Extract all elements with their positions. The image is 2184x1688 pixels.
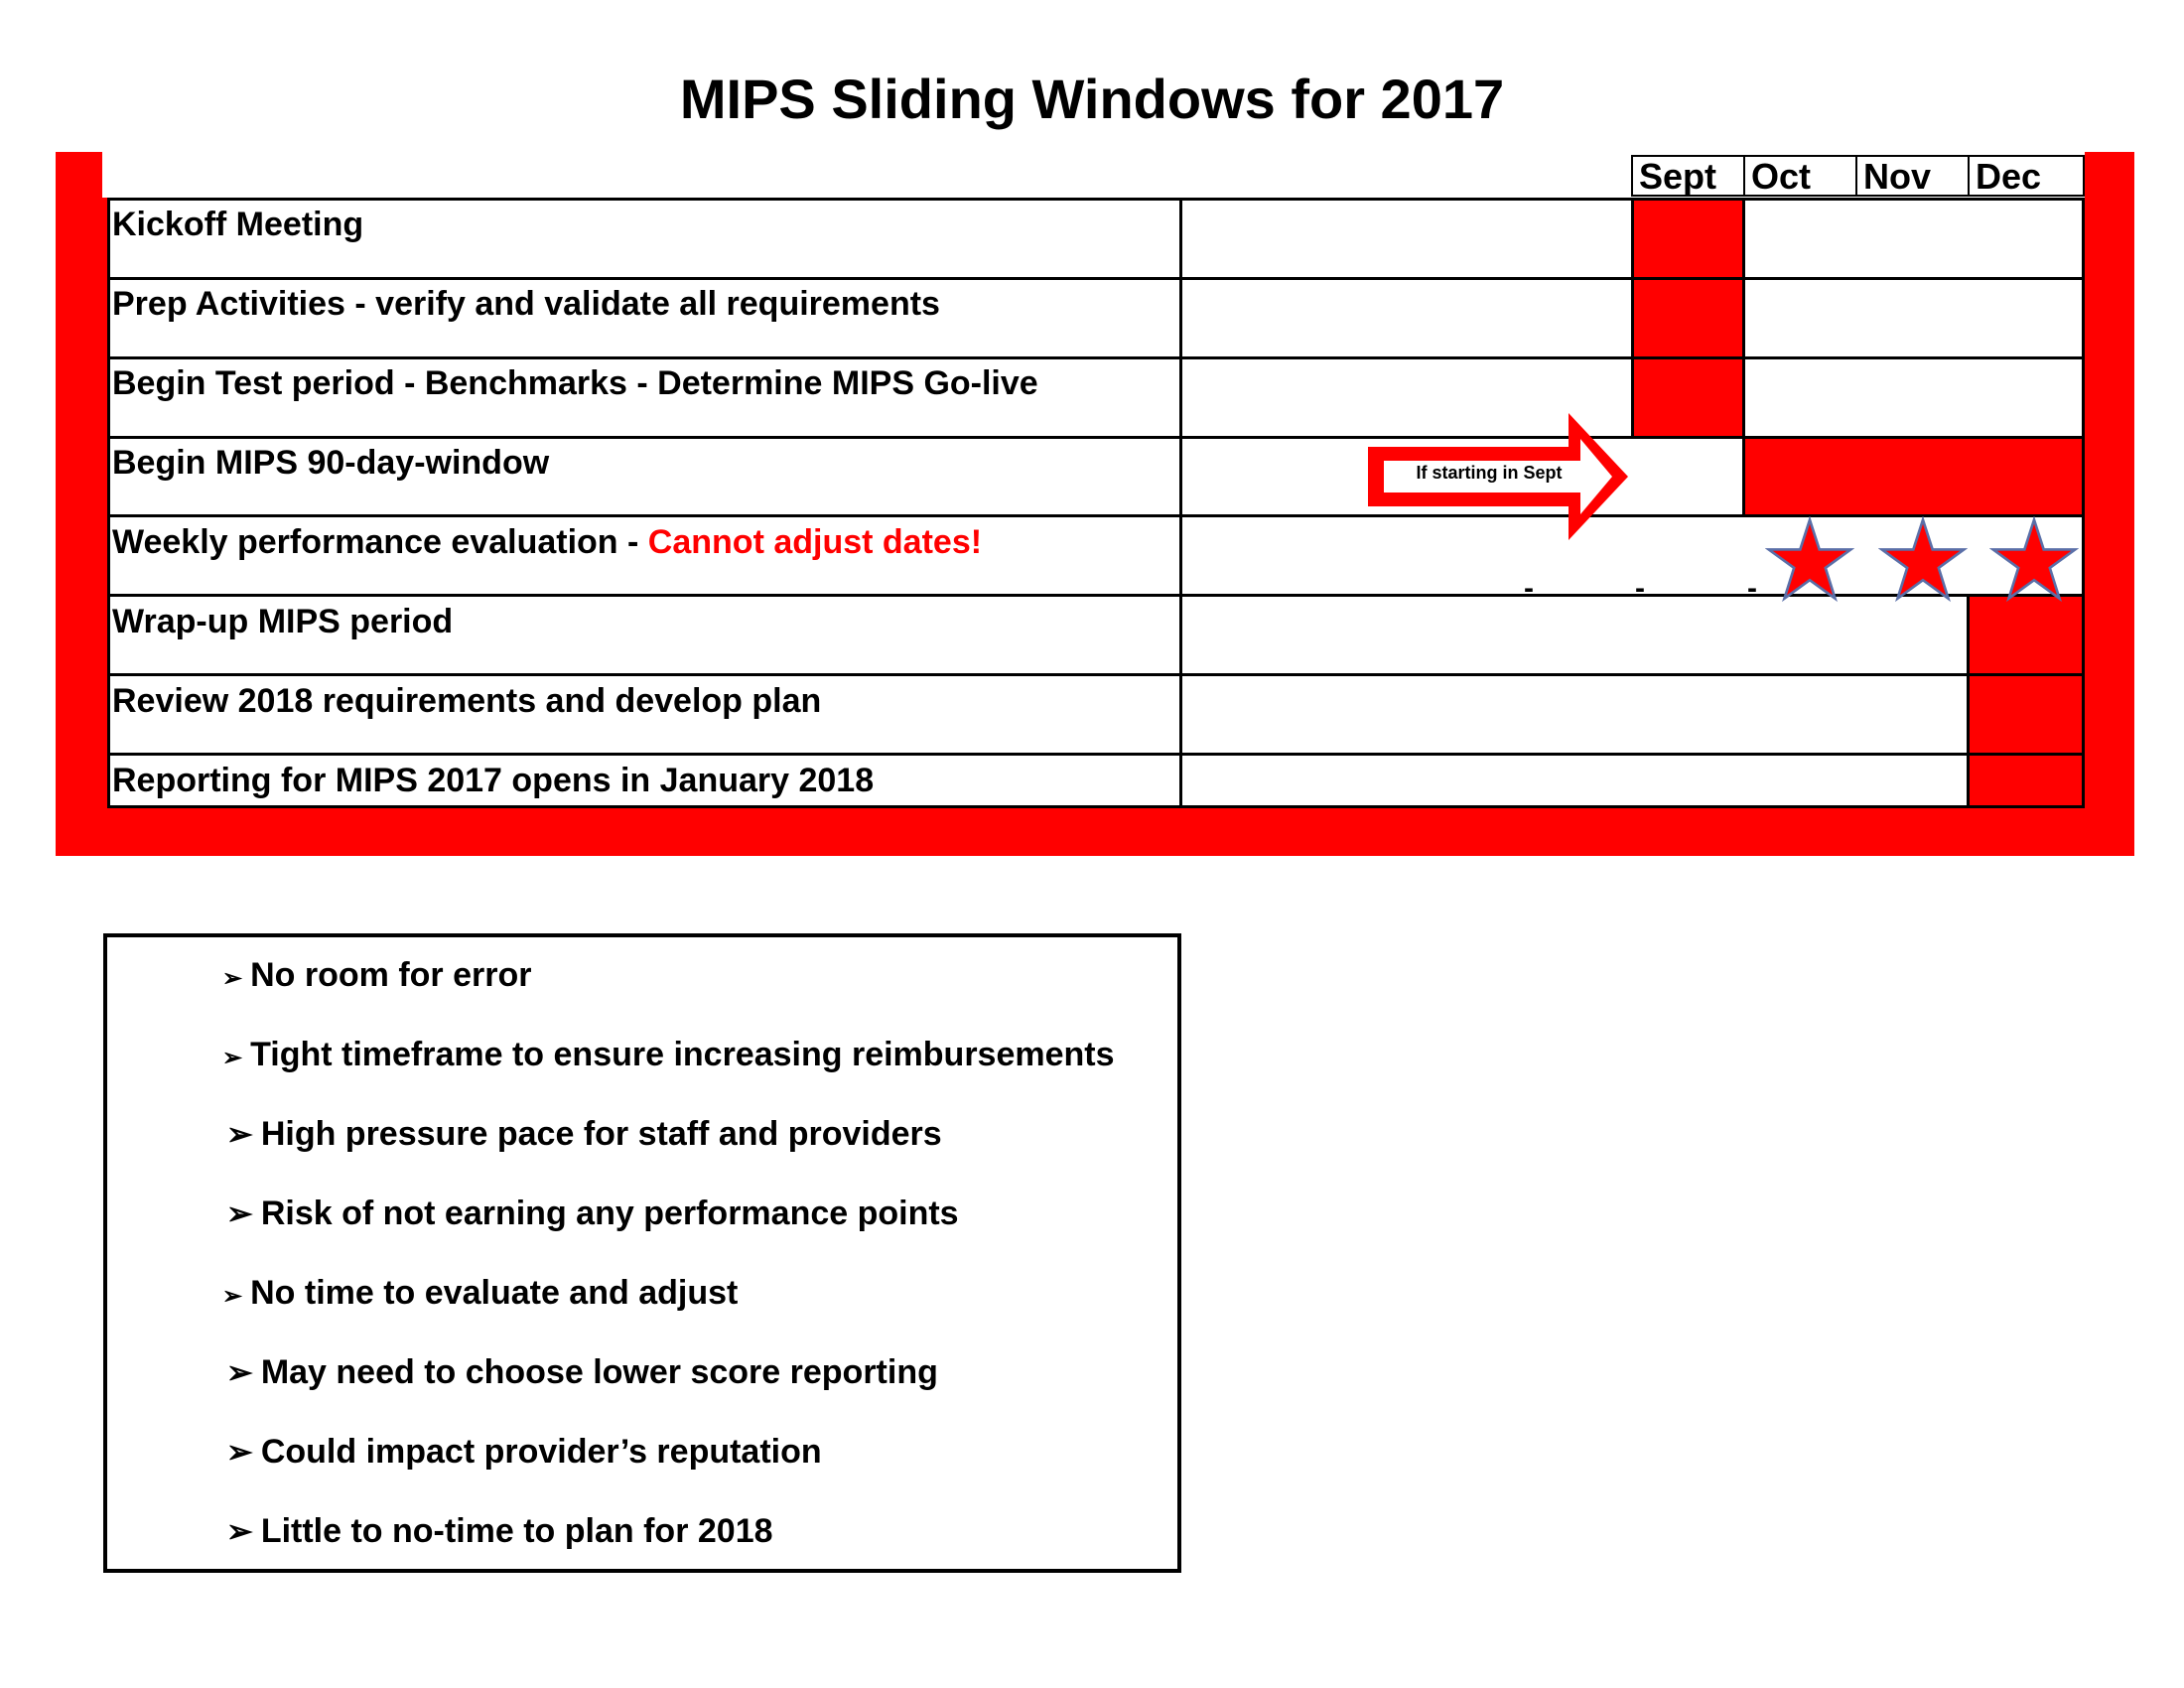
arrow-bullet-icon: ➢: [226, 1196, 253, 1231]
task-label: Kickoff Meeting: [112, 206, 364, 243]
note-item: [226, 1511, 773, 1551]
month-header-sept: Sept: [1631, 155, 1745, 197]
grid-vline: [107, 198, 110, 808]
grid-hline: [108, 805, 2085, 808]
grid-hline: [108, 753, 2085, 756]
dash-mark: -: [1524, 572, 1534, 605]
month-header-dec: Dec: [1968, 155, 2085, 197]
note-text: High pressure pace for staff and providers: [260, 1115, 942, 1153]
star-icon: [1878, 516, 1968, 604]
arrow-bullet-icon: ➢: [222, 965, 243, 992]
task-label: Begin MIPS 90-day-window: [112, 444, 550, 482]
task-label: Wrap-up MIPS period: [112, 603, 454, 640]
arrow-bullet-icon: ➢: [226, 1434, 253, 1470]
grid-hline: [108, 198, 2085, 201]
dash-mark: -: [1747, 572, 1757, 605]
month-header-nov: Nov: [1855, 155, 1970, 197]
grid-hline: [108, 673, 2085, 676]
note-item: [222, 1273, 738, 1317]
month-header-oct: Oct: [1743, 155, 1857, 197]
note-text: May need to choose lower score reporting: [260, 1353, 938, 1391]
arrow-bullet-icon: ➢: [226, 1116, 253, 1152]
note-item: [226, 1432, 822, 1472]
arrow-bullet-icon: ➢: [222, 1045, 243, 1071]
grid-hline: [108, 436, 2085, 439]
note-text: Little to no-time to plan for 2018: [260, 1512, 773, 1550]
note-item: [226, 1194, 959, 1233]
note-text: No room for error: [250, 956, 532, 994]
note-text: Risk of not earning any performance points: [260, 1195, 959, 1232]
risk-notes-box: [103, 933, 1181, 1573]
dec-bar-rows-6-8: [1968, 595, 2083, 805]
arrow-bullet-icon: ➢: [226, 1354, 253, 1390]
grid-vline: [1967, 594, 1970, 808]
star-icon: [1765, 516, 1854, 604]
note-text: Could impact provider’s reputation: [260, 1433, 822, 1471]
note-item: [226, 1352, 938, 1392]
rows-1-3-white-right: [1743, 199, 2083, 437]
grid-vline: [1631, 198, 1634, 438]
task-label: Review 2018 requirements and develop plan: [112, 682, 822, 720]
grid-hline: [108, 277, 2085, 280]
note-item: [226, 1114, 942, 1154]
star-icon: [1989, 516, 2079, 604]
task-label: Prep Activities - verify and validate all requirements: [112, 285, 940, 323]
page-title: MIPS Sliding Windows for 2017: [679, 68, 1505, 130]
note-text: Tight timeframe to ensure increasing reimbursements: [250, 1036, 1115, 1073]
grid-vline: [1179, 198, 1182, 808]
note-item: [222, 1035, 1115, 1078]
sept-bar-rows-1-3: [1633, 199, 1743, 437]
grid-hline: [108, 356, 2085, 359]
task-label-text: Weekly performance evaluation -: [112, 523, 648, 561]
cannot-adjust-warning: Cannot adjust dates!: [647, 523, 983, 561]
note-text: No time to evaluate and adjust: [250, 1274, 739, 1312]
mips-window-bar-oct-dec: [1743, 437, 2083, 515]
dash-mark: -: [1635, 572, 1645, 605]
task-label: Reporting for MIPS 2017 opens in January 2018: [112, 762, 875, 799]
arrow-bullet-icon: ➢: [222, 1283, 243, 1310]
arrow-bullet-icon: ➢: [226, 1513, 253, 1549]
task-label-weekly: [112, 522, 982, 562]
grid-vline: [2082, 198, 2085, 808]
arrow-label: If starting in Sept: [1416, 463, 1563, 483]
task-label: Begin Test period - Benchmarks - Determine MIPS Go-live: [112, 364, 1038, 402]
grid-vline: [1742, 198, 1745, 517]
note-item: [222, 955, 531, 999]
